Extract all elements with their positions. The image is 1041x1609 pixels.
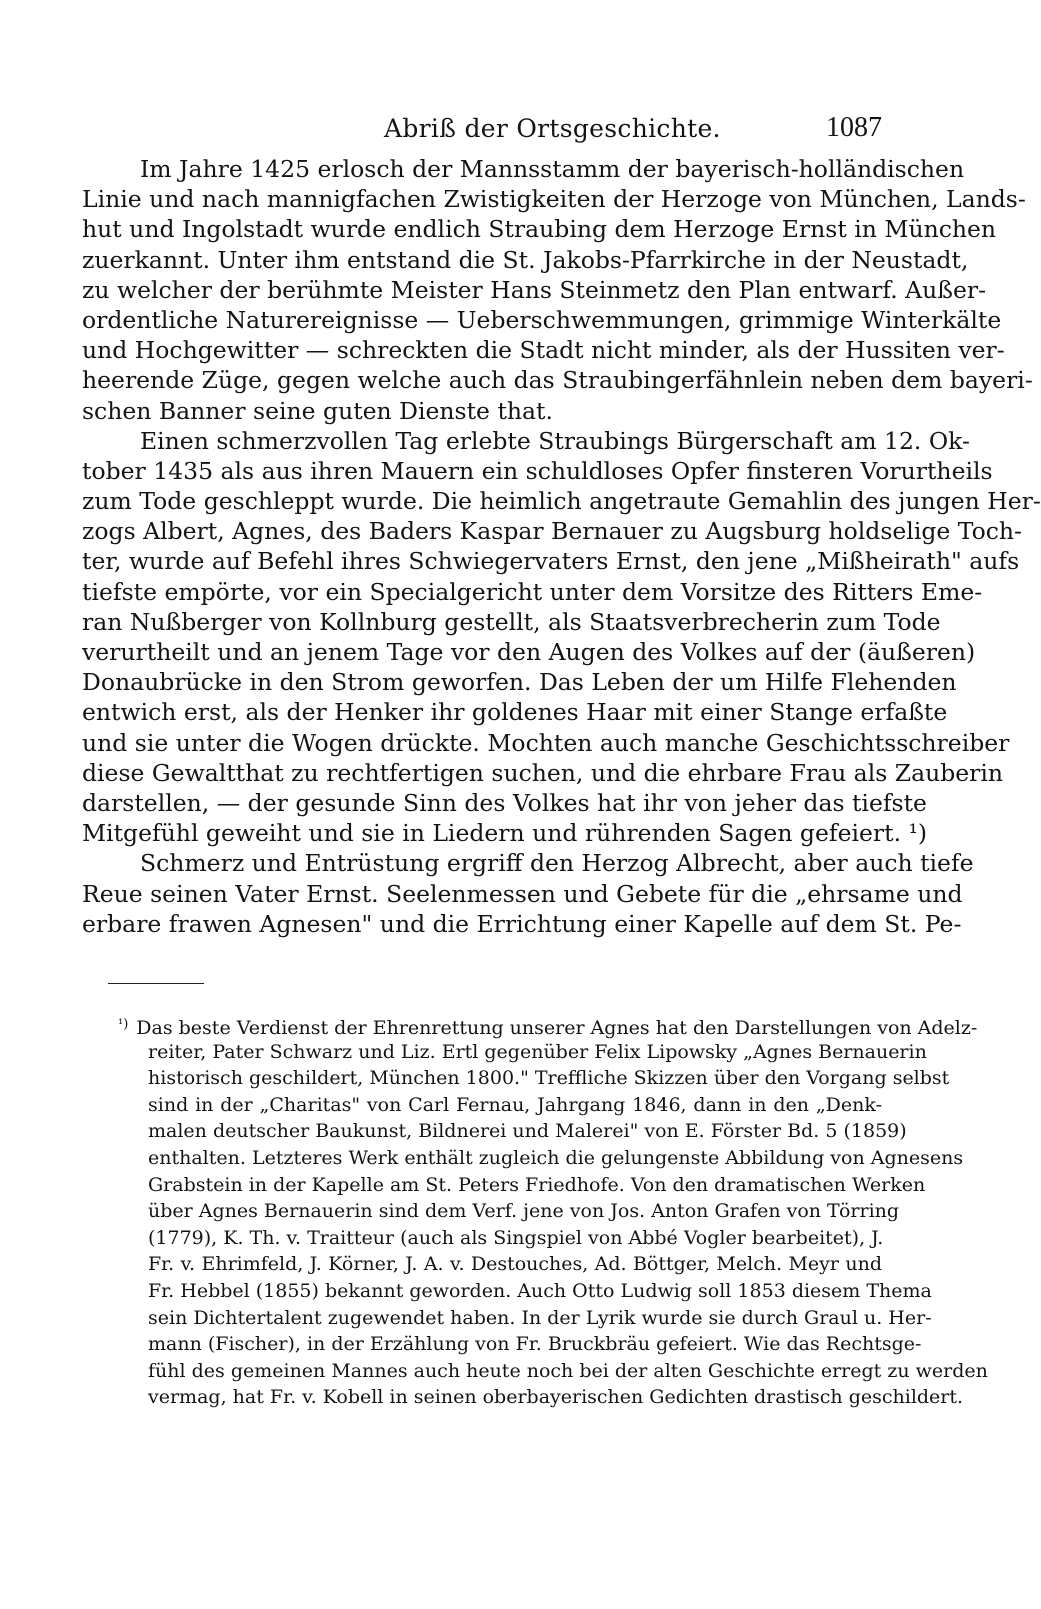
text-line: Schmerz und Entrüstung ergriff den Herzog Albrecht, aber auch tiefe	[140, 849, 974, 878]
footnote-line: mann (Fischer), in der Erzählung von Fr. Bruckbräu gefeiert. Wie das Rechtsge-	[148, 1333, 922, 1356]
text-line: heerende Züge, gegen welche auch das Straubingerfähnlein neben dem bayeri-	[82, 366, 1033, 395]
footnote-divider	[108, 983, 204, 984]
footnote-line-text: Das beste Verdienst der Ehrenrettung unserer Agnes hat den Darstellungen von Adelz-	[136, 1017, 978, 1039]
text-line: tiefste empörte, vor ein Specialgericht unter dem Vorsitze des Ritters Eme-	[82, 577, 983, 606]
text-line: zum Tode geschleppt wurde. Die heimlich angetraute Gemahlin des jungen Her-	[82, 487, 1041, 516]
text-line: tober 1435 als aus ihren Mauern ein schuldloses Opfer finsteren Vorurtheils	[82, 456, 993, 485]
text-line: erbare frawen Agnesen" und die Errichtung einer Kapelle auf dem St. Pe-	[82, 909, 962, 938]
page-number: 1087	[826, 112, 882, 143]
text-line: entwich erst, als der Henker ihr goldenes Haar mit einer Stange erfaßte	[82, 698, 948, 727]
running-title: Abriß der Ortsgeschichte.	[384, 114, 721, 143]
footnote-line: Fr. v. Ehrimfeld, J. Körner, J. A. v. Destouches, Ad. Böttger, Melch. Meyr und	[148, 1253, 882, 1276]
text-line: verurtheilt und an jenem Tage vor den Augen des Volkes auf der (äußeren)	[82, 638, 976, 666]
page-header	[0, 112, 1000, 152]
text-line: ordentliche Naturereignisse — Ueberschwemmungen, grimmige Winterkälte	[82, 305, 1002, 334]
footnote-line: Fr. Hebbel (1855) bekannt geworden. Auch Otto Ludwig soll 1853 diesem Thema	[148, 1279, 932, 1302]
text-line: schen Banner seine guten Dienste that.	[82, 396, 553, 425]
footnote-line	[82, 1012, 978, 1039]
footnote-line: enthalten. Letzteres Werk enthält zugleich die gelungenste Abbildung von Agnesens	[148, 1146, 964, 1169]
text-line: Reue seinen Vater Ernst. Seelenmessen und Gebete für die „ehrsame und	[82, 879, 963, 908]
footnote-line: vermag, hat Fr. v. Kobell in seinen oberbayerischen Gedichten drastisch geschildert.	[148, 1386, 964, 1409]
text-line: hut und Ingolstadt wurde endlich Straubing dem Herzoge Ernst in München	[82, 215, 997, 244]
footnote-line: reiter, Pater Schwarz und Liz. Ertl gegenüber Felix Lipowsky „Agnes Bernauerin	[148, 1040, 927, 1063]
footnote-line: über Agnes Bernauerin sind dem Verf. jene von Jos. Anton Grafen von Törring	[148, 1200, 900, 1223]
text-line: Einen schmerzvollen Tag erlebte Straubings Bürgerschaft am 12. Ok-	[140, 426, 970, 455]
footnote-line: malen deutscher Baukunst, Bildnerei und Malerei" von E. Förster Bd. 5 (1859)	[148, 1120, 907, 1143]
footnote-line: sein Dichtertalent zugewendet haben. In der Lyrik wurde sie durch Graul u. Her-	[148, 1306, 932, 1329]
text-line: Im Jahre 1425 erlosch der Mannsstamm der bayerisch-holländischen	[140, 155, 965, 183]
footnote-line: historisch geschildert, München 1800." Treffliche Skizzen über den Vorgang selbst	[148, 1067, 950, 1090]
main-text	[82, 154, 1041, 939]
text-line: Mitgefühl geweiht und sie in Liedern und rührenden Sagen gefeiert. ¹)	[82, 819, 928, 848]
footnote-line: Grabstein in der Kapelle am St. Peters Friedhofe. Von den dramatischen Werken	[148, 1173, 926, 1196]
text-line: darstellen, — der gesunde Sinn des Volkes hat ihr von jeher das tiefste	[82, 788, 927, 817]
text-line: Linie und nach mannigfachen Zwistigkeiten der Herzoge von München, Lands-	[82, 185, 1026, 214]
footnote	[82, 1012, 988, 1411]
text-line: und sie unter die Wogen drückte. Mochten auch manche Geschichtsschreiber	[82, 728, 1010, 757]
text-line: ran Nußberger von Kollnburg gestellt, als Staatsverbrecherin zum Tode	[82, 607, 941, 636]
text-line: ter, wurde auf Befehl ihres Schwiegervaters Ernst, den jene „Mißheirath" aufs	[82, 547, 1020, 576]
text-line: zuerkannt. Unter ihm entstand die St. Jakobs-Pfarrkirche in der Neustadt,	[82, 245, 969, 274]
text-line: zogs Albert, Agnes, des Baders Kaspar Bernauer zu Augsburg holdselige Toch-	[82, 517, 1022, 546]
text-line: diese Gewaltthat zu rechtfertigen suchen, und die ehrbare Frau als Zauberin	[82, 758, 1004, 787]
footnote-line: (1779), K. Th. v. Traitteur (auch als Singspiel von Abbé Vogler bearbeitet), J.	[148, 1226, 884, 1249]
footnote-line: sind in der „Charitas" von Carl Fernau, Jahrgang 1846, dann in den „Denk-	[148, 1093, 882, 1116]
footnote-line: fühl des gemeinen Mannes auch heute noch bei der alten Geschichte erregt zu werden	[148, 1359, 988, 1382]
text-line: und Hochgewitter — schreckten die Stadt nicht minder, als der Hussiten ver-	[82, 336, 1005, 365]
footnote-marker: ¹)	[118, 1017, 129, 1032]
text-line: zu welcher der berühmte Meister Hans Steinmetz den Plan entwarf. Außer-	[82, 275, 987, 304]
text-line: Donaubrücke in den Strom geworfen. Das Leben der um Hilfe Flehenden	[82, 668, 957, 697]
